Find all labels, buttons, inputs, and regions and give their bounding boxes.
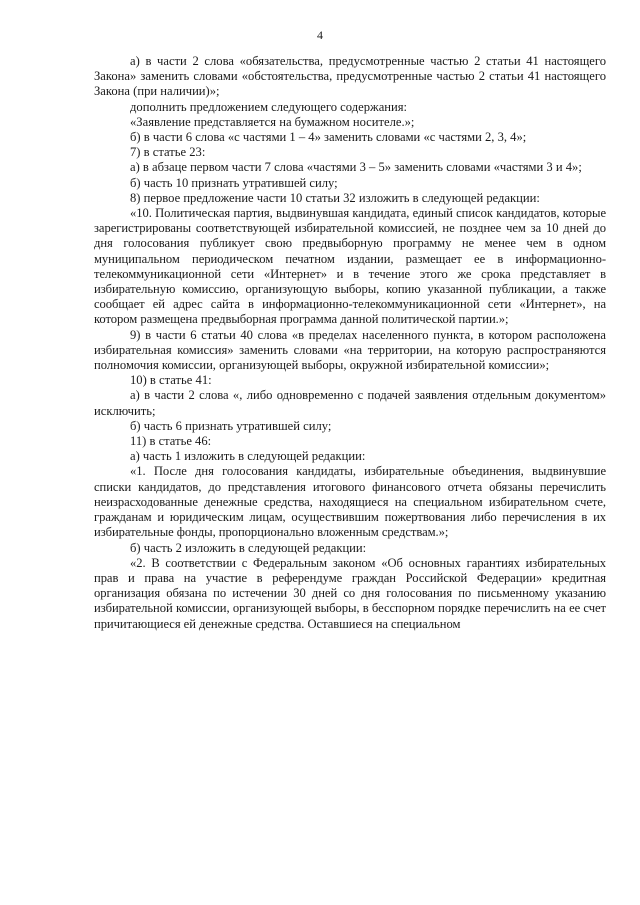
page-number: 4 <box>317 28 323 42</box>
paragraph-article-23-a: а) в абзаце первом части 7 слова «частями 3 – 5» заменить словами «частями 3 и 4»; <box>130 160 582 175</box>
paragraph-article-46-part-1-text: «1. После дня голосования кандидаты, избирательные объединения, выдвинувшие списки кандидатов, до представления итогового финансового отчета обязаны перечислить неизрасходованные денежные средства, находящиеся на специальном избирательном счете, гражданам и юридическим лицам, осуществившим пожертвования либо перечисления в их избирательные фонды, пропорционально вложенным средствам.»; <box>94 464 606 540</box>
paragraph-paper-application: «Заявление представляется на бумажном носителе.»; <box>130 114 415 129</box>
paragraph-article-46: 11) в статье 46: <box>130 434 212 449</box>
document-body <box>94 54 606 632</box>
paragraph-amend-part-6: б) в части 6 слова «с частями 1 – 4» заменить словами «с частями 2, 3, 4»; <box>130 130 527 145</box>
paragraph-article-41-a: а) в части 2 слова «, либо одновременно с подачей заявления отдельным документом» исключить; <box>94 388 606 418</box>
paragraph-article-40: 9) в части 6 статьи 40 слова «в пределах населенного пункта, в котором расположена избирательная комиссия» заменить словами «на территории, на которую распространяются полномочия комиссии, организующей выборы, окружной избирательной комиссии»; <box>94 327 606 373</box>
paragraph-article-23: 7) в статье 23: <box>130 145 206 160</box>
paragraph-amend-part-2: а) в части 2 слова «обязательства, предусмотренные частью 2 статьи 41 настоящего Закона» заменить словами «обстоятельства, предусмотренные частью 2 статьи 41 настоящего Закона (при наличии)»; <box>94 54 606 99</box>
paragraph-article-46-a: а) часть 1 изложить в следующей редакции: <box>130 449 366 464</box>
paragraph-article-23-b: б) часть 10 признать утратившей силу; <box>130 175 338 190</box>
paragraph-article-41: 10) в статье 41: <box>130 373 212 388</box>
paragraph-article-46-b: б) часть 2 изложить в следующей редакции: <box>130 540 367 555</box>
paragraph-article-32-text: «10. Политическая партия, выдвинувшая кандидата, единый список кандидатов, которые зарегистрированы соответствующей избирательной комиссией, не позднее чем за 10 дней до дня голосования публикует свою предвыборную программу не менее чем в одном муниципальном периодическом печатном издании, размещает ее в информационно-телекоммуникационной сети «Интернет» и в течение этого же срока представляет в избирательную комиссию, организующую выборы, копию указанной публикации, а также сообщает ей адрес сайта в информационно-телекоммуникационной сети «Интернет», на котором размещена предвыборная программа данной политической партии.»; <box>94 206 606 327</box>
paragraph-article-41-b: б) часть 6 признать утратившей силу; <box>130 418 332 433</box>
paragraph-article-46-part-2-text: «2. В соответствии с Федеральным законом «Об основных гарантиях избирательных прав и права на участие в референдуме граждан Российской Федерации» кредитная организация обязана по истечении 30 дней со дня голосования по письменному указанию избирательной комиссии, организующей выборы, в бесспорном порядке перечислить на ее счет причитающиеся ей денежные средства. Оставшиеся на специальном <box>94 555 606 631</box>
paragraph-article-32: 8) первое предложение части 10 статьи 32 изложить в следующей редакции: <box>130 190 540 205</box>
paragraph-add-sentence: дополнить предложением следующего содержания: <box>130 99 408 114</box>
